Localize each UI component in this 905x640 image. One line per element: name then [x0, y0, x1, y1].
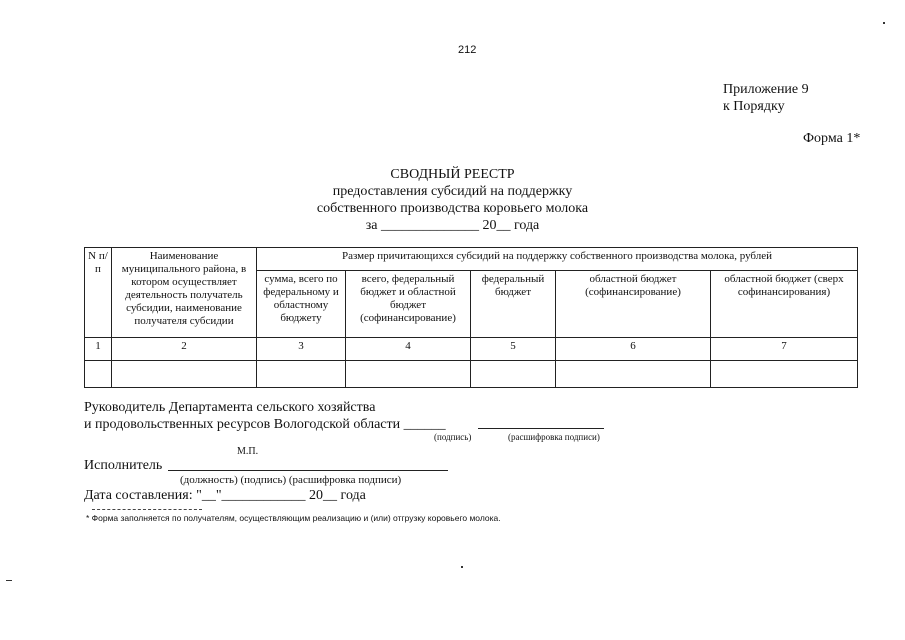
empty-cell: [711, 361, 858, 388]
head-signature-line-1: Руководитель Департамента сельского хозяйства: [84, 400, 376, 415]
form-label: Форма 1*: [803, 131, 861, 146]
appendix-line-1: Приложение 9: [723, 82, 809, 97]
header-total-cofinancing: всего, федеральный бюджет и областной бюджет (софинансирование): [346, 271, 471, 338]
head-signature-line-2: и продовольственных ресурсов Вологодской области ______: [84, 417, 446, 432]
empty-cell: [346, 361, 471, 388]
signature-caption: (подпись): [434, 432, 472, 442]
header-number: N п/п: [85, 248, 112, 338]
index-cell: 5: [471, 338, 556, 361]
appendix-line-2: к Порядку: [723, 99, 785, 114]
title-line-3: собственного производства коровьего молока: [316, 201, 589, 216]
empty-cell: [471, 361, 556, 388]
header-federal-budget: федеральный бюджет: [471, 271, 556, 338]
decode-caption: (расшифровка подписи): [508, 432, 600, 442]
executor-captions: (должность) (подпись) (расшифровка подписи): [180, 474, 402, 486]
index-cell: 2: [112, 338, 257, 361]
appendix-reference: [723, 81, 809, 115]
empty-cell: [112, 361, 257, 388]
index-cell: 4: [346, 338, 471, 361]
index-cell: 3: [257, 338, 346, 361]
header-subsidy-group: Размер причитающихся субсидий на поддержку собственного производства молока, рублей: [257, 248, 858, 271]
title-period: за ______________ 20__ года: [365, 218, 540, 233]
compilation-date: Дата составления: "__"____________ 20__ года: [84, 488, 366, 503]
index-cell: 1: [85, 338, 112, 361]
empty-cell: [85, 361, 112, 388]
scan-speck: [461, 566, 463, 568]
scan-speck: [6, 580, 12, 581]
empty-cell: [257, 361, 346, 388]
footnote: * Форма заполняется по получателям, осуществляющим реализацию и (или) отгрузку коровьего молока.: [86, 513, 501, 523]
executor-label: Исполнитель: [84, 458, 163, 473]
header-regional-cofinancing: областной бюджет (софинансирование): [556, 271, 711, 338]
index-cell: 6: [556, 338, 711, 361]
footnote-separator: [92, 509, 202, 510]
scan-speck: [883, 22, 885, 24]
decode-underline: [478, 428, 604, 429]
header-regional-extra: областной бюджет (сверх софинансирования): [711, 271, 858, 338]
stamp-mark: М.П.: [237, 446, 259, 457]
executor-underline: [168, 470, 448, 471]
index-cell: 7: [711, 338, 858, 361]
title-line-2: предоставления субсидий на поддержку: [332, 184, 573, 199]
header-total-sum: сумма, всего по федеральному и областному бюджету: [257, 271, 346, 338]
empty-cell: [556, 361, 711, 388]
table-empty-row: [85, 361, 858, 388]
table-header-row: [85, 248, 858, 271]
header-district-name: Наименование муниципального района, в котором осуществляет деятельность получатель субсидии, наименование получателя субсидии: [112, 248, 257, 338]
registry-table: [84, 247, 858, 388]
page-number: 212: [458, 44, 477, 56]
table-index-row: [85, 338, 858, 361]
document-title: СВОДНЫЙ РЕЕСТР: [390, 167, 515, 182]
